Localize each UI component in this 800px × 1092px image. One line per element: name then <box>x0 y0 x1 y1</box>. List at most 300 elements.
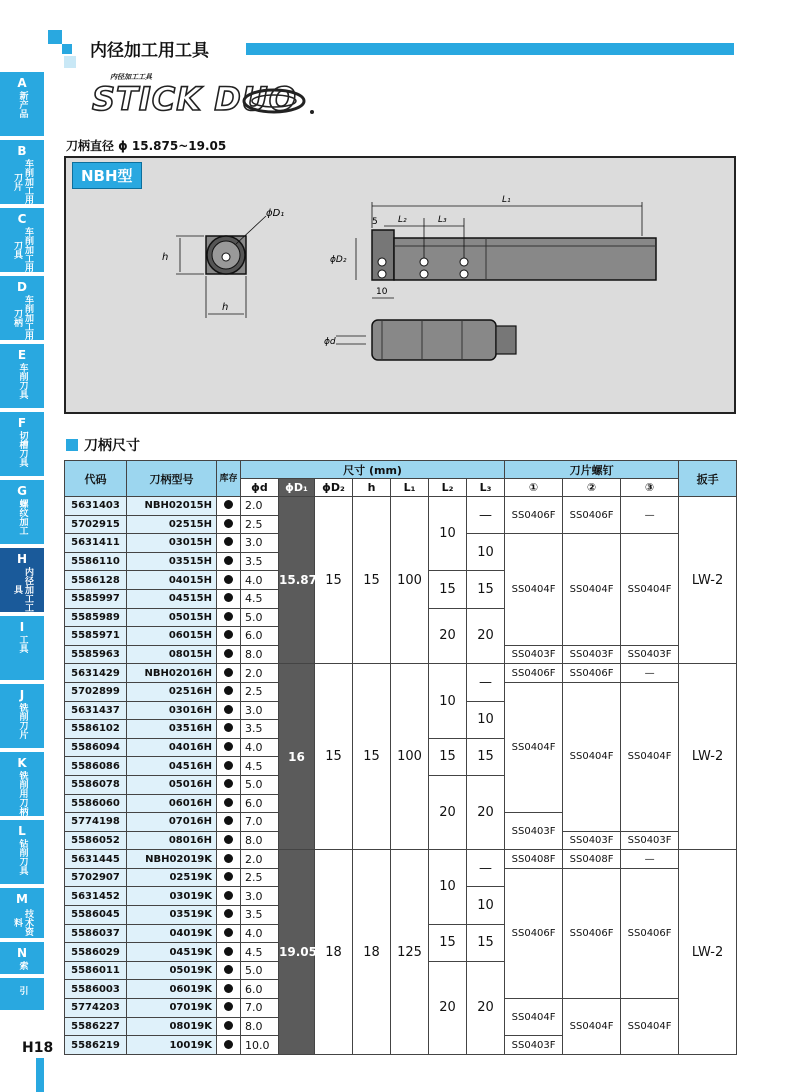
th-d: ϕd <box>241 479 279 497</box>
cell-model: 08019K <box>127 1017 217 1036</box>
cell-stock <box>217 794 241 813</box>
stock-dot-icon <box>224 965 233 974</box>
stock-dot-icon <box>224 891 233 900</box>
cell-d: 10.0 <box>241 1036 279 1055</box>
cell-stock <box>217 831 241 850</box>
side-tab-n[interactable] <box>0 942 44 974</box>
cell-h: 15 <box>353 497 391 664</box>
shank-diameter-range: 刀柄直径 ϕ 15.875~19.05 <box>66 139 227 153</box>
cell-D2: 15 <box>315 497 353 664</box>
cell-h: 15 <box>353 664 391 850</box>
dim-l3: L₃ <box>438 215 447 225</box>
section-title: 刀柄尺寸 <box>66 435 140 455</box>
table-row <box>65 497 737 516</box>
stock-dot-icon <box>224 947 233 956</box>
cell-L3: — <box>467 497 505 534</box>
cell-screw: SS0406F <box>505 868 563 998</box>
stock-dot-icon <box>224 798 233 807</box>
stock-dot-icon <box>224 519 233 528</box>
cell-stock <box>217 1017 241 1036</box>
cell-code: 5586128 <box>65 571 127 590</box>
cell-code: 5586086 <box>65 757 127 776</box>
side-index <box>0 72 44 1014</box>
cell-model: 07016H <box>127 813 217 832</box>
dim-phid: ϕd <box>324 337 336 347</box>
cell-stock <box>217 552 241 571</box>
cell-model: 05015H <box>127 608 217 627</box>
cell-code: 5774198 <box>65 813 127 832</box>
cell-code: 5586037 <box>65 924 127 943</box>
cell-code: 5586219 <box>65 1036 127 1055</box>
cell-stock <box>217 515 241 534</box>
stock-dot-icon <box>224 649 233 658</box>
cell-d: 4.5 <box>241 757 279 776</box>
cell-model: NBH02016H <box>127 664 217 683</box>
cell-h: 18 <box>353 850 391 1055</box>
cell-screw: SS0406F <box>505 497 563 534</box>
cell-screw: SS0406F <box>505 664 563 683</box>
cell-stock <box>217 664 241 683</box>
cell-code: 5702907 <box>65 868 127 887</box>
side-tab-label: 引 <box>17 986 28 995</box>
cell-code: 5586029 <box>65 943 127 962</box>
cell-L2: 20 <box>429 775 467 849</box>
side-tab-letter: I <box>19 620 25 634</box>
cell-model: 06019K <box>127 980 217 999</box>
side-tab-label: 车削加工用刀片 <box>12 159 33 204</box>
side-tab-letter: E <box>17 348 27 362</box>
brand-logo-swoosh-icon <box>240 86 316 116</box>
dim-10: 10 <box>376 287 388 297</box>
stock-dot-icon <box>224 816 233 825</box>
cell-screw: SS0404F <box>505 682 563 812</box>
stock-dot-icon <box>224 630 233 639</box>
cell-stock <box>217 813 241 832</box>
th-wrench: 扳手 <box>679 461 737 497</box>
cell-code: 5585997 <box>65 589 127 608</box>
cell-stock <box>217 645 241 664</box>
side-tab-label: 车削加工用刀具 <box>12 227 33 272</box>
side-tab-f[interactable] <box>0 412 44 476</box>
th-screw-2: ② <box>563 479 621 497</box>
cell-screw: SS0404F <box>563 682 621 831</box>
cell-stock <box>217 627 241 646</box>
cell-d: 5.0 <box>241 961 279 980</box>
cell-stock <box>217 887 241 906</box>
cell-code: 5585989 <box>65 608 127 627</box>
cell-d: 4.0 <box>241 924 279 943</box>
cell-code: 5586052 <box>65 831 127 850</box>
cell-model: 03515H <box>127 552 217 571</box>
cell-D1: 16 <box>279 664 315 850</box>
cell-code: 5702915 <box>65 515 127 534</box>
cell-model: 10019K <box>127 1036 217 1055</box>
stock-dot-icon <box>224 575 233 584</box>
cell-d: 7.0 <box>241 999 279 1018</box>
section-square-icon <box>66 439 78 451</box>
cell-d: 2.0 <box>241 497 279 516</box>
cell-L2: 20 <box>429 608 467 664</box>
side-tab-letter: B <box>17 144 27 158</box>
cell-screw: — <box>621 664 679 683</box>
stock-dot-icon <box>224 984 233 993</box>
side-tab-label: 索 <box>17 961 28 970</box>
cell-L2: 15 <box>429 571 467 608</box>
stock-dot-icon <box>224 872 233 881</box>
cell-d: 4.5 <box>241 943 279 962</box>
cell-L2: 15 <box>429 738 467 775</box>
cell-screw: SS0408F <box>563 850 621 869</box>
stock-dot-icon <box>224 761 233 770</box>
cell-model: 02519K <box>127 868 217 887</box>
stock-dot-icon <box>224 612 233 621</box>
cell-code: 5631452 <box>65 887 127 906</box>
stock-dot-icon <box>224 779 233 788</box>
cell-d: 2.5 <box>241 682 279 701</box>
cell-model: 03519K <box>127 906 217 925</box>
cell-d: 8.0 <box>241 831 279 850</box>
cell-stock <box>217 608 241 627</box>
cell-model: 07019K <box>127 999 217 1018</box>
cell-stock <box>217 571 241 590</box>
cell-L2: 10 <box>429 664 467 738</box>
cell-d: 3.5 <box>241 906 279 925</box>
stock-dot-icon <box>224 705 233 714</box>
side-tab-label: 铣削用刀柄 <box>17 771 28 816</box>
dim-l1: L₁ <box>502 195 511 205</box>
stock-dot-icon <box>224 723 233 732</box>
cell-L1: 125 <box>391 850 429 1055</box>
cell-L3: 15 <box>467 571 505 608</box>
cell-screw: SS0408F <box>505 850 563 869</box>
cell-stock <box>217 906 241 925</box>
cell-screw: SS0406F <box>563 497 621 534</box>
side-tab-letter: J <box>19 688 25 702</box>
dim-d2: ϕD₂ <box>330 255 347 265</box>
cell-stock <box>217 497 241 516</box>
side-tab-m[interactable] <box>0 888 44 938</box>
side-tab-label: 切槽刀具 <box>17 431 28 467</box>
cell-model: 06015H <box>127 627 217 646</box>
cell-d: 5.0 <box>241 608 279 627</box>
cell-d: 3.5 <box>241 720 279 739</box>
cell-model: 06016H <box>127 794 217 813</box>
cell-code: 5631445 <box>65 850 127 869</box>
cell-screw: SS0403F <box>505 645 563 664</box>
side-tab-label: 车削刀具 <box>17 363 28 399</box>
side-tab-letter: A <box>17 76 27 90</box>
cell-screw: SS0403F <box>505 1036 563 1055</box>
side-tab-label: 工具 <box>17 635 28 653</box>
cell-model: 04019K <box>127 924 217 943</box>
stock-dot-icon <box>224 556 233 565</box>
side-tab-letter: D <box>17 280 27 294</box>
cell-model: 05016H <box>127 775 217 794</box>
cell-L2: 10 <box>429 497 467 571</box>
cell-model: 04016H <box>127 738 217 757</box>
th-screw-3: ③ <box>621 479 679 497</box>
side-tab-letter: N <box>16 946 28 960</box>
cell-L3: 15 <box>467 924 505 961</box>
cell-model: 08015H <box>127 645 217 664</box>
page-number: H18 <box>22 1040 54 1056</box>
th-L1: L₁ <box>391 479 429 497</box>
header-accent-square <box>48 30 62 44</box>
stock-dot-icon <box>224 686 233 695</box>
shank-spec-table <box>64 460 737 1055</box>
dim-l2: L₂ <box>398 215 407 225</box>
cell-model: 02516H <box>127 682 217 701</box>
cell-model: 04516H <box>127 757 217 776</box>
cell-stock <box>217 775 241 794</box>
stock-dot-icon <box>224 1021 233 1030</box>
cell-d: 2.5 <box>241 515 279 534</box>
side-tab-label: 内径加工工具 <box>12 567 33 612</box>
cell-L3: 20 <box>467 608 505 664</box>
cell-screw: SS0404F <box>505 999 563 1036</box>
cell-model: NBH02019K <box>127 850 217 869</box>
cell-d: 2.5 <box>241 868 279 887</box>
cell-L3: 15 <box>467 738 505 775</box>
side-tab-letter: G <box>17 484 27 498</box>
cell-code: 5631403 <box>65 497 127 516</box>
cell-model: 03015H <box>127 534 217 553</box>
cell-d: 3.0 <box>241 701 279 720</box>
cell-L3: 10 <box>467 887 505 924</box>
cell-model: 03516H <box>127 720 217 739</box>
cell-stock <box>217 961 241 980</box>
cell-d: 2.0 <box>241 850 279 869</box>
stock-dot-icon <box>224 1040 233 1049</box>
cell-screw: SS0403F <box>563 831 621 850</box>
cell-d: 4.0 <box>241 738 279 757</box>
cell-screw: SS0404F <box>505 534 563 646</box>
tool-diagram <box>64 156 736 414</box>
cell-wrench: LW-2 <box>679 850 737 1055</box>
side-tab-label: 车削加工用刀柄 <box>12 295 33 340</box>
end-view <box>176 216 266 318</box>
cell-screw: SS0406F <box>563 664 621 683</box>
cell-stock <box>217 980 241 999</box>
table-row <box>65 850 737 869</box>
cell-d: 6.0 <box>241 980 279 999</box>
side-tab-b[interactable] <box>0 140 44 204</box>
cell-screw: SS0404F <box>621 682 679 831</box>
side-tab-end[interactable] <box>0 978 44 1010</box>
th-D2: ϕD₂ <box>315 479 353 497</box>
stock-dot-icon <box>224 500 233 509</box>
model-badge: NBH型 <box>72 162 142 189</box>
cell-L3: — <box>467 850 505 887</box>
cell-L2: 10 <box>429 850 467 924</box>
cell-screw: — <box>621 850 679 869</box>
cell-L2: 15 <box>429 924 467 961</box>
side-tab-label: 螺纹加工 <box>17 499 28 535</box>
side-tab-letter: H <box>16 552 28 566</box>
side-tab-d[interactable] <box>0 276 44 340</box>
dim-5: 5 <box>372 217 378 227</box>
tool-drawing <box>66 158 734 412</box>
cell-L2: 20 <box>429 961 467 1054</box>
cell-L3: 10 <box>467 534 505 571</box>
th-h: h <box>353 479 391 497</box>
side-tab-e[interactable] <box>0 344 44 408</box>
dim-h-left: h <box>162 252 169 263</box>
cell-stock <box>217 589 241 608</box>
cell-stock <box>217 738 241 757</box>
cell-code: 5774203 <box>65 999 127 1018</box>
cell-stock <box>217 682 241 701</box>
side-tab-j[interactable] <box>0 684 44 748</box>
th-L3: L₃ <box>467 479 505 497</box>
side-tab-letter: L <box>18 824 26 838</box>
side-tab-label: 钻削刀具 <box>17 839 28 875</box>
cell-code: 5586078 <box>65 775 127 794</box>
cell-screw: SS0403F <box>505 813 563 850</box>
stock-dot-icon <box>224 909 233 918</box>
side-tab-i[interactable] <box>0 616 44 680</box>
cell-model: 04515H <box>127 589 217 608</box>
cell-wrench: LW-2 <box>679 664 737 850</box>
cell-code: 5586011 <box>65 961 127 980</box>
cell-code: 5631411 <box>65 534 127 553</box>
stock-dot-icon <box>224 1002 233 1011</box>
cell-code: 5631429 <box>65 664 127 683</box>
cell-d: 3.0 <box>241 887 279 906</box>
cell-d: 3.0 <box>241 534 279 553</box>
side-tab-label: 技术资料 <box>12 909 33 936</box>
th-screws: 刀片螺钉 <box>505 461 679 479</box>
th-stock: 库存 <box>217 461 241 497</box>
cell-code: 5586110 <box>65 552 127 571</box>
header-bar <box>246 43 734 55</box>
th-code: 代码 <box>65 461 127 497</box>
cell-stock <box>217 1036 241 1055</box>
cell-model: 04519K <box>127 943 217 962</box>
cell-code: 5586094 <box>65 738 127 757</box>
cell-L1: 100 <box>391 497 429 664</box>
cell-L3: 20 <box>467 961 505 1054</box>
cell-D1: 19.05 <box>279 850 315 1055</box>
cell-D1: 15.875 <box>279 497 315 664</box>
cell-screw: SS0404F <box>621 534 679 646</box>
cell-code: 5586102 <box>65 720 127 739</box>
cell-screw: SS0406F <box>621 868 679 998</box>
cell-D2: 15 <box>315 664 353 850</box>
cell-model: 04015H <box>127 571 217 590</box>
page-title: 内径加工用工具 <box>90 41 209 61</box>
table-row <box>65 664 737 683</box>
th-screw-1: ① <box>505 479 563 497</box>
cell-d: 2.0 <box>241 664 279 683</box>
side-tab-g[interactable] <box>0 480 44 544</box>
cell-D2: 18 <box>315 850 353 1055</box>
stock-dot-icon <box>224 928 233 937</box>
cell-screw: SS0403F <box>621 831 679 850</box>
cell-screw: — <box>621 497 679 534</box>
cell-stock <box>217 757 241 776</box>
cell-stock <box>217 868 241 887</box>
cell-wrench: LW-2 <box>679 497 737 664</box>
brand-subtitle: 内径加工工具 <box>110 73 152 81</box>
side-tab-label: 铣削刀片 <box>17 703 28 739</box>
cell-code: 5586003 <box>65 980 127 999</box>
cell-screw: SS0404F <box>563 534 621 646</box>
cell-d: 8.0 <box>241 1017 279 1036</box>
cell-d: 6.0 <box>241 627 279 646</box>
side-tab-letter: F <box>17 416 27 430</box>
dim-d1: ϕD₁ <box>266 208 285 219</box>
cell-stock <box>217 999 241 1018</box>
th-D1: ϕD₁ <box>279 479 315 497</box>
cell-stock <box>217 720 241 739</box>
cell-d: 6.0 <box>241 794 279 813</box>
side-tab-c[interactable] <box>0 208 44 272</box>
cell-stock <box>217 924 241 943</box>
cell-code: 5631437 <box>65 701 127 720</box>
cell-L3: — <box>467 664 505 701</box>
th-L2: L₂ <box>429 479 467 497</box>
cell-d: 3.5 <box>241 552 279 571</box>
cell-code: 5586060 <box>65 794 127 813</box>
cell-stock <box>217 701 241 720</box>
cell-d: 8.0 <box>241 645 279 664</box>
brand-logo: STICK DUO <box>92 80 297 118</box>
cell-d: 4.5 <box>241 589 279 608</box>
page-strip <box>36 1058 44 1092</box>
side-tab-h[interactable] <box>0 548 44 612</box>
side-tab-letter: C <box>17 212 27 226</box>
cell-stock <box>217 534 241 553</box>
dim-h-bottom: h <box>222 302 229 313</box>
th-model: 刀柄型号 <box>127 461 217 497</box>
side-tab-k[interactable] <box>0 752 44 816</box>
cell-screw: SS0404F <box>621 999 679 1055</box>
cell-model: 03016H <box>127 701 217 720</box>
side-tab-label: 新产品 <box>17 91 28 118</box>
cell-screw: SS0403F <box>563 645 621 664</box>
top-view <box>336 320 516 360</box>
cell-model: 05019K <box>127 961 217 980</box>
cell-model: 08016H <box>127 831 217 850</box>
cell-code: 5585963 <box>65 645 127 664</box>
side-tab-l[interactable] <box>0 820 44 884</box>
stock-dot-icon <box>224 593 233 602</box>
stock-dot-icon <box>224 537 233 546</box>
cell-screw: SS0403F <box>621 645 679 664</box>
header-accent-square <box>62 44 72 54</box>
cell-d: 7.0 <box>241 813 279 832</box>
cell-stock <box>217 943 241 962</box>
side-tab-a[interactable] <box>0 72 44 136</box>
cell-stock <box>217 850 241 869</box>
side-tab-letter: M <box>16 892 28 906</box>
cell-model: NBH02015H <box>127 497 217 516</box>
cell-model: 02515H <box>127 515 217 534</box>
cell-d: 5.0 <box>241 775 279 794</box>
cell-code: 5702899 <box>65 682 127 701</box>
cell-L3: 20 <box>467 775 505 849</box>
th-dims: 尺寸 (mm) <box>241 461 505 479</box>
cell-L1: 100 <box>391 664 429 850</box>
cell-d: 4.0 <box>241 571 279 590</box>
cell-L3: 10 <box>467 701 505 738</box>
cell-screw: SS0406F <box>563 868 621 998</box>
cell-screw: SS0404F <box>563 999 621 1055</box>
stock-dot-icon <box>224 854 233 863</box>
cell-model: 03019K <box>127 887 217 906</box>
header-accent-square <box>64 56 76 68</box>
